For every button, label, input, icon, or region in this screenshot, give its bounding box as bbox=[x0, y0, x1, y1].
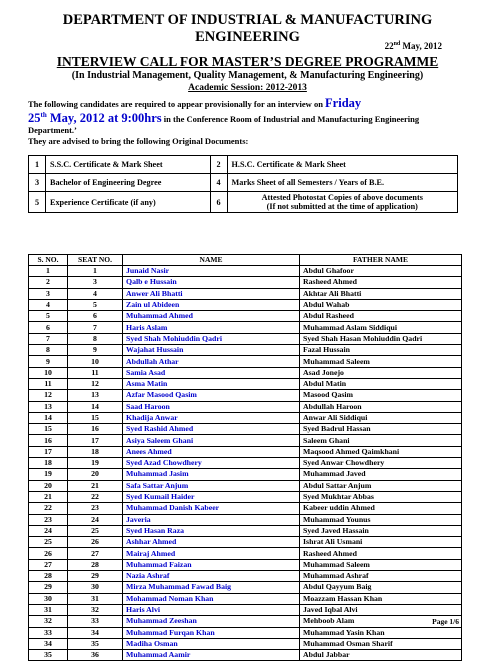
document-row bbox=[29, 156, 458, 174]
seat-number-cell: 18 bbox=[68, 446, 123, 457]
serial-number-cell: 10 bbox=[29, 367, 68, 378]
father-name-cell: Fazal Hussain bbox=[300, 345, 462, 356]
serial-number-cell: 16 bbox=[29, 435, 68, 446]
serial-number-cell: 14 bbox=[29, 412, 68, 423]
candidate-row bbox=[29, 604, 462, 615]
candidate-name-cell: Anees Ahmed bbox=[123, 446, 300, 457]
father-name-cell: Syed Shah Hasan Mohiuddin Qadri bbox=[300, 333, 462, 344]
serial-number-cell: 17 bbox=[29, 446, 68, 457]
seat-number-cell: 34 bbox=[68, 627, 123, 638]
serial-number-cell: 12 bbox=[29, 390, 68, 401]
candidate-name-cell: Muhammad Ahmed bbox=[123, 311, 300, 322]
candidate-name-cell: Madiha Osman bbox=[123, 638, 300, 649]
candidate-row bbox=[29, 378, 462, 389]
candidate-row bbox=[29, 458, 462, 469]
candidate-name-cell: Syed Rashid Ahmed bbox=[123, 424, 300, 435]
father-name-cell: Mehboob Alam bbox=[300, 616, 462, 627]
seat-number-cell: 24 bbox=[68, 514, 123, 525]
father-name-cell: Muhammad Younus bbox=[300, 514, 462, 525]
serial-number-cell: 8 bbox=[29, 345, 68, 356]
document-row bbox=[29, 174, 458, 192]
candidate-name-cell: Mirza Muhammad Fawad Baig bbox=[123, 582, 300, 593]
serial-number-cell: 1 bbox=[29, 266, 68, 277]
interview-day: Friday bbox=[325, 96, 362, 110]
serial-number-cell: 24 bbox=[29, 525, 68, 536]
father-name-cell: Abdul Qayyum Baig bbox=[300, 582, 462, 593]
document-number: 2 bbox=[210, 156, 227, 174]
father-name-cell: Kabeer uddin Ahmed bbox=[300, 503, 462, 514]
candidate-name-cell: Abdullah Athar bbox=[123, 356, 300, 367]
candidate-name-cell: Haris Aslam bbox=[123, 322, 300, 333]
candidate-row bbox=[29, 435, 462, 446]
father-name-cell: Muhammad Saleem bbox=[300, 559, 462, 570]
document-number: 4 bbox=[210, 174, 227, 192]
candidate-row bbox=[29, 503, 462, 514]
seat-number-cell: 5 bbox=[68, 299, 123, 310]
candidate-name-cell: Khadija Anwar bbox=[123, 412, 300, 423]
seat-number-cell: 7 bbox=[68, 322, 123, 333]
document-row bbox=[29, 192, 458, 213]
seat-number-cell: 17 bbox=[68, 435, 123, 446]
seat-number-cell: 4 bbox=[68, 288, 123, 299]
candidate-row bbox=[29, 593, 462, 604]
seat-number-cell: 23 bbox=[68, 503, 123, 514]
serial-number-cell: 20 bbox=[29, 480, 68, 491]
col-father-name: FATHER NAME bbox=[300, 255, 462, 266]
serial-number-cell: 15 bbox=[29, 424, 68, 435]
serial-number-cell: 4 bbox=[29, 299, 68, 310]
father-name-cell: Abdullah Haroon bbox=[300, 401, 462, 412]
father-name-cell: Muhammad Javed bbox=[300, 469, 462, 480]
serial-number-cell: 5 bbox=[29, 311, 68, 322]
candidate-name-cell: Muhammad Jasim bbox=[123, 469, 300, 480]
serial-number-cell: 3 bbox=[29, 288, 68, 299]
seat-number-cell: 32 bbox=[68, 604, 123, 615]
seat-number-cell: 13 bbox=[68, 390, 123, 401]
father-name-cell: Abdul Rasheed bbox=[300, 311, 462, 322]
document-name: S.S.C. Certificate & Mark Sheet bbox=[46, 156, 211, 174]
serial-number-cell: 33 bbox=[29, 627, 68, 638]
col-name: NAME bbox=[123, 255, 300, 266]
serial-number-cell: 25 bbox=[29, 537, 68, 548]
serial-number-cell: 26 bbox=[29, 548, 68, 559]
candidate-name-cell: Muhammad Zeeshan bbox=[123, 616, 300, 627]
father-name-cell: Abdul Wahab bbox=[300, 299, 462, 310]
col-seat-no: SEAT NO. bbox=[68, 255, 123, 266]
document-name: Bachelor of Engineering Degree bbox=[46, 174, 211, 192]
candidate-name-cell: Ashhar Ahmed bbox=[123, 537, 300, 548]
candidate-row bbox=[29, 356, 462, 367]
father-name-cell: Abdul Matin bbox=[300, 378, 462, 389]
serial-number-cell: 2 bbox=[29, 277, 68, 288]
seat-number-cell: 31 bbox=[68, 593, 123, 604]
candidate-row bbox=[29, 299, 462, 310]
interview-date: 25th May, 2012 at 9:00hrs bbox=[28, 111, 162, 126]
father-name-cell: Anwar Ali Siddiqui bbox=[300, 412, 462, 423]
seat-number-cell: 8 bbox=[68, 333, 123, 344]
department-title-line1: DEPARTMENT OF INDUSTRIAL & MANUFACTURING bbox=[62, 12, 433, 28]
candidate-name-cell: Syed Azad Chowdhery bbox=[123, 458, 300, 469]
serial-number-cell: 30 bbox=[29, 593, 68, 604]
serial-number-cell: 9 bbox=[29, 356, 68, 367]
father-name-cell: Abdul Sattar Anjum bbox=[300, 480, 462, 491]
candidate-name-cell: Qalb e Hussain bbox=[123, 277, 300, 288]
serial-number-cell: 21 bbox=[29, 491, 68, 502]
father-name-cell: Muhammad Aslam Siddiqui bbox=[300, 322, 462, 333]
candidate-name-cell: Zain ul Abideen bbox=[123, 299, 300, 310]
candidate-name-cell: Syed Kumail Haider bbox=[123, 491, 300, 502]
father-name-cell: Ishrat Ali Usmani bbox=[300, 537, 462, 548]
candidate-row bbox=[29, 559, 462, 570]
seat-number-cell: 15 bbox=[68, 412, 123, 423]
candidates-table bbox=[28, 254, 462, 661]
candidate-row bbox=[29, 469, 462, 480]
seat-number-cell: 11 bbox=[68, 367, 123, 378]
candidate-name-cell: Muhammad Faizan bbox=[123, 559, 300, 570]
document-number: 6 bbox=[210, 192, 227, 213]
serial-number-cell: 7 bbox=[29, 333, 68, 344]
candidate-name-cell: Nazia Ashraf bbox=[123, 571, 300, 582]
father-name-cell: Rasheed Ahmed bbox=[300, 277, 462, 288]
father-name-cell: Abdul Ghafoor bbox=[300, 266, 462, 277]
serial-number-cell: 27 bbox=[29, 559, 68, 570]
candidate-name-cell: Mohammad Noman Khan bbox=[123, 593, 300, 604]
serial-number-cell: 6 bbox=[29, 322, 68, 333]
seat-number-cell: 22 bbox=[68, 491, 123, 502]
academic-session: Academic Session: 2012-2013 bbox=[188, 83, 307, 93]
candidate-name-cell: Mairaj Ahmed bbox=[123, 548, 300, 559]
father-name-cell: Asad Jonejo bbox=[300, 367, 462, 378]
candidate-row bbox=[29, 333, 462, 344]
candidate-name-cell: Asiya Saleem Ghani bbox=[123, 435, 300, 446]
candidate-name-cell: Muhammad Danish Kabeer bbox=[123, 503, 300, 514]
document-name: Marks Sheet of all Semesters / Years of B.E. bbox=[227, 174, 457, 192]
seat-number-cell: 10 bbox=[68, 356, 123, 367]
candidate-row bbox=[29, 390, 462, 401]
candidate-row bbox=[29, 266, 462, 277]
programme-subtitle: (In Industrial Management, Quality Management, & Manufacturing Engineering) bbox=[71, 70, 424, 81]
documents-table bbox=[28, 155, 458, 213]
serial-number-cell: 11 bbox=[29, 378, 68, 389]
candidate-row bbox=[29, 424, 462, 435]
seat-number-cell: 33 bbox=[68, 616, 123, 627]
candidate-name-cell: Samia Asad bbox=[123, 367, 300, 378]
seat-number-cell: 16 bbox=[68, 424, 123, 435]
father-name-cell: Muhammad Osman Sharif bbox=[300, 638, 462, 649]
document-number: 1 bbox=[29, 156, 46, 174]
candidate-name-cell: Javeria bbox=[123, 514, 300, 525]
candidate-row bbox=[29, 345, 462, 356]
candidate-row bbox=[29, 412, 462, 423]
document-number: 3 bbox=[29, 174, 46, 192]
father-name-cell: Syed Anwar Chowdhery bbox=[300, 458, 462, 469]
father-name-cell: Moazzam Hassan Khan bbox=[300, 593, 462, 604]
seat-number-cell: 6 bbox=[68, 311, 123, 322]
serial-number-cell: 32 bbox=[29, 616, 68, 627]
candidate-row bbox=[29, 537, 462, 548]
serial-number-cell: 23 bbox=[29, 514, 68, 525]
seat-number-cell: 35 bbox=[68, 638, 123, 649]
serial-number-cell: 18 bbox=[29, 458, 68, 469]
father-name-cell: Syed Badrul Hassan bbox=[300, 424, 462, 435]
candidate-row bbox=[29, 491, 462, 502]
candidate-name-cell: Haris Alvi bbox=[123, 604, 300, 615]
page-number: Page 1/6 bbox=[432, 617, 459, 626]
father-name-cell: Muhammad Ashraf bbox=[300, 571, 462, 582]
candidate-name-cell: Syed Hasan Raza bbox=[123, 525, 300, 536]
candidate-row bbox=[29, 311, 462, 322]
candidate-row bbox=[29, 548, 462, 559]
serial-number-cell: 19 bbox=[29, 469, 68, 480]
candidate-row bbox=[29, 525, 462, 536]
seat-number-cell: 21 bbox=[68, 480, 123, 491]
serial-number-cell: 35 bbox=[29, 650, 68, 661]
interview-call-title: INTERVIEW CALL FOR MASTER’S DEGREE PROGRAMME bbox=[56, 54, 439, 69]
candidate-row bbox=[29, 401, 462, 412]
serial-number-cell: 31 bbox=[29, 604, 68, 615]
father-name-cell: Maqsood Ahmed Qaimkhani bbox=[300, 446, 462, 457]
serial-number-cell: 29 bbox=[29, 582, 68, 593]
notice-paragraph: The following candidates are required to appear provisionally for an interview on Friday 25th May, 2012 at 9:00hrs in the Conference Room of Industrial and Manufacturing Engineering Department.’ bbox=[28, 96, 420, 136]
seat-number-cell: 36 bbox=[68, 650, 123, 661]
candidate-name-cell: Safa Sattar Anjum bbox=[123, 480, 300, 491]
candidate-name-cell: Asma Matin bbox=[123, 378, 300, 389]
seat-number-cell: 29 bbox=[68, 571, 123, 582]
document-name: Experience Certificate (if any) bbox=[46, 192, 211, 213]
candidate-row bbox=[29, 627, 462, 638]
department-title-line2: ENGINEERING bbox=[195, 29, 300, 45]
seat-number-cell: 12 bbox=[68, 378, 123, 389]
candidate-name-cell: Anwer Ali Bhatti bbox=[123, 288, 300, 299]
father-name-cell: Rasheed Ahmed bbox=[300, 548, 462, 559]
seat-number-cell: 28 bbox=[68, 559, 123, 570]
candidate-name-cell: Saad Haroon bbox=[123, 401, 300, 412]
father-name-cell: Muhammad Saleem bbox=[300, 356, 462, 367]
candidate-row bbox=[29, 367, 462, 378]
candidate-row bbox=[29, 446, 462, 457]
seat-number-cell: 30 bbox=[68, 582, 123, 593]
col-sno: S. NO. bbox=[29, 255, 68, 266]
father-name-cell: Abdul Jabbar bbox=[300, 650, 462, 661]
father-name-cell: Syed Mukhtar Abbas bbox=[300, 491, 462, 502]
candidate-row bbox=[29, 514, 462, 525]
seat-number-cell: 20 bbox=[68, 469, 123, 480]
document-name: Attested Photostat Copies of above documents (If not submitted at the time of application) bbox=[227, 192, 457, 213]
seat-number-cell: 3 bbox=[68, 277, 123, 288]
candidate-row bbox=[29, 322, 462, 333]
document-date: 22nd May, 2012 bbox=[384, 41, 442, 51]
candidate-row bbox=[29, 571, 462, 582]
father-name-cell: Masood Qasim bbox=[300, 390, 462, 401]
candidate-row bbox=[29, 650, 462, 661]
candidate-row bbox=[29, 277, 462, 288]
serial-number-cell: 22 bbox=[29, 503, 68, 514]
documents-instruction: They are advised to bring the following Original Documents: bbox=[28, 136, 249, 146]
father-name-cell: Akhtar Ali Bhatti bbox=[300, 288, 462, 299]
seat-number-cell: 9 bbox=[68, 345, 123, 356]
seat-number-cell: 26 bbox=[68, 537, 123, 548]
candidate-name-cell: Syed Shah Mohiuddin Qadri bbox=[123, 333, 300, 344]
seat-number-cell: 1 bbox=[68, 266, 123, 277]
candidates-header-row bbox=[29, 255, 462, 266]
serial-number-cell: 28 bbox=[29, 571, 68, 582]
serial-number-cell: 34 bbox=[29, 638, 68, 649]
candidate-row bbox=[29, 480, 462, 491]
candidate-row bbox=[29, 616, 462, 627]
father-name-cell: Saleem Ghani bbox=[300, 435, 462, 446]
document-number: 5 bbox=[29, 192, 46, 213]
seat-number-cell: 14 bbox=[68, 401, 123, 412]
seat-number-cell: 27 bbox=[68, 548, 123, 559]
candidate-name-cell: Junaid Nasir bbox=[123, 266, 300, 277]
candidate-row bbox=[29, 582, 462, 593]
father-name-cell: Syed Javed Hassain bbox=[300, 525, 462, 536]
candidate-name-cell: Muhammad Aamir bbox=[123, 650, 300, 661]
candidate-name-cell: Muhammad Furqan Khan bbox=[123, 627, 300, 638]
father-name-cell: Muhammad Yasin Khan bbox=[300, 627, 462, 638]
candidate-name-cell: Azfar Masood Qasim bbox=[123, 390, 300, 401]
candidate-row bbox=[29, 288, 462, 299]
serial-number-cell: 13 bbox=[29, 401, 68, 412]
father-name-cell: Javed Iqbal Alvi bbox=[300, 604, 462, 615]
seat-number-cell: 19 bbox=[68, 458, 123, 469]
document-name: H.S.C. Certificate & Mark Sheet bbox=[227, 156, 457, 174]
candidate-name-cell: Wajahat Hussain bbox=[123, 345, 300, 356]
seat-number-cell: 25 bbox=[68, 525, 123, 536]
